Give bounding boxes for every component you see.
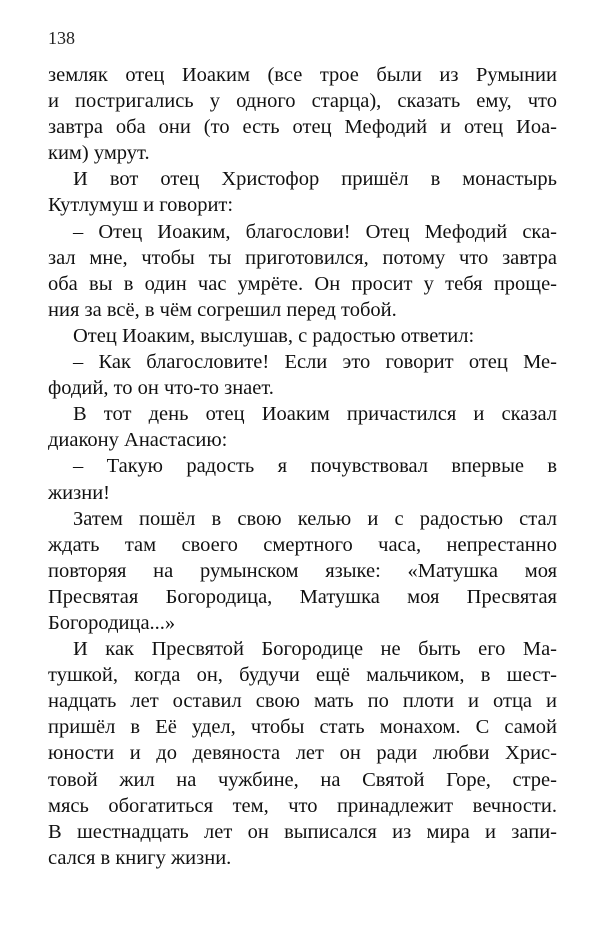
text-line: диакону Анастасию: xyxy=(48,429,228,452)
text-line: земляк отец Иоаким (все трое были из Румынии xyxy=(48,64,557,86)
text-line: И как Пресвятой Богородице не быть его Ма- xyxy=(73,638,557,661)
text-line: Богородица...» xyxy=(48,611,176,634)
page-number: 138 xyxy=(48,28,75,48)
text-line: ния за всё, в чём согрешил перед тобой. xyxy=(48,298,397,321)
text-line: юности и до девяноста лет он ради любви Хрис- xyxy=(48,742,557,765)
text-line: – Такую радость я почувствовал впервые в xyxy=(73,455,557,478)
text-line: – Отец Иоаким, благослови! Отец Мефодий ска- xyxy=(73,220,557,243)
text-line: и постригались у одного старца), сказать ему, что xyxy=(48,90,557,113)
text-line: В шестнадцать лет он выписался из мира и запи- xyxy=(48,820,557,843)
text-line: фодий, то он что-то знает. xyxy=(48,377,274,400)
text-line: сался в книгу жизни. xyxy=(48,846,232,869)
text-line: тушкой, когда он, будучи ещё мальчиком, в шест- xyxy=(48,664,557,687)
text-line: ждать там своего смертного часа, непрестанно xyxy=(48,533,557,556)
text-line: – Как благословите! Если это говорит отец Ме- xyxy=(73,351,557,374)
text-line: повторяя на румынском языке: «Матушка моя xyxy=(48,559,557,582)
text-line: В тот день отец Иоаким причастился и сказал xyxy=(73,403,557,426)
text-line: оба вы в один час умрёте. Он просит у тебя проще- xyxy=(48,272,557,295)
text-line: Пресвятая Богородица, Матушка моя Пресвятая xyxy=(48,585,557,608)
text-line: мясь обогатиться тем, что принадлежит вечности. xyxy=(48,794,557,817)
text-line: зал мне, чтобы ты приготовился, потому что завтра xyxy=(48,246,557,269)
text-line: пришёл в Её удел, чтобы стать монахом. С самой xyxy=(48,716,557,739)
text-line: товой жил на чужбине, на Святой Горе, стре- xyxy=(48,768,557,791)
text-line: И вот отец Христофор пришёл в монастырь xyxy=(73,168,557,191)
text-line: завтра оба они (то есть отец Мефодий и отец Иоа- xyxy=(48,116,557,139)
text-line: Затем пошёл в свою келью и с радостью стал xyxy=(73,507,557,530)
body-text xyxy=(48,62,557,871)
text-line: Кутлумуш и говорит: xyxy=(48,194,234,217)
text-line: Отец Иоаким, выслушав, с радостью ответил: xyxy=(73,324,475,347)
text-line: надцать лет оставил свою мать по плоти и отца и xyxy=(48,690,557,713)
text-line: ким) умрут. xyxy=(48,142,150,165)
text-line: жизни! xyxy=(48,481,111,504)
